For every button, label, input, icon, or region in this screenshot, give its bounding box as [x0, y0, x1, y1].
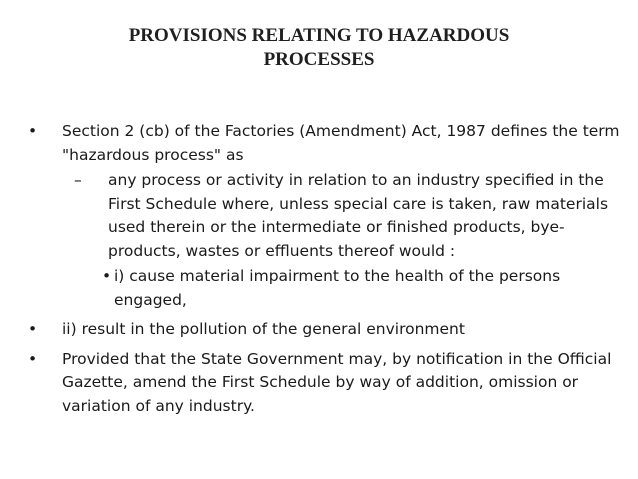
sub-bullet-item-impairment [24, 265, 624, 312]
slide-title [20, 24, 618, 72]
bullet-item-pollution [24, 318, 624, 342]
bullet-text: ii) result in the pollution of the general environment [62, 320, 465, 338]
dash-item-process-definition [24, 169, 624, 263]
bullet-text: Section 2 (cb) of the Factories (Amendment) Act, 1987 defines the term "hazardous process" as [62, 122, 620, 164]
bullet-marker: • [28, 349, 38, 368]
slide-title-line-2: PROCESSES [263, 49, 375, 70]
dash-marker: – [74, 171, 82, 189]
bullet-marker: • [28, 122, 38, 140]
bullet-text: Provided that the State Government may, by notification in the Official Gazette, amend the First Schedule by way of addition, omission or variation of any industry. [62, 349, 612, 415]
slide-title-line-1: PROVISIONS RELATING TO HAZARDOUS [128, 25, 510, 46]
dash-text: any process or activity in relation to an industry specified in the First Schedule where, unless special care is taken, raw materials used therein or the intermediate or finished products, bye-products, wastes or effluents thereof would : [108, 171, 609, 260]
sub-bullet-marker: • [102, 267, 112, 285]
bullet-marker: • [28, 320, 38, 338]
sub-bullet-text: i) cause material impairment to the health of the persons engaged, [114, 267, 561, 309]
bullet-item-proviso [24, 348, 624, 419]
bullet-item-section-2cb [24, 120, 624, 167]
slide-body [24, 120, 624, 418]
